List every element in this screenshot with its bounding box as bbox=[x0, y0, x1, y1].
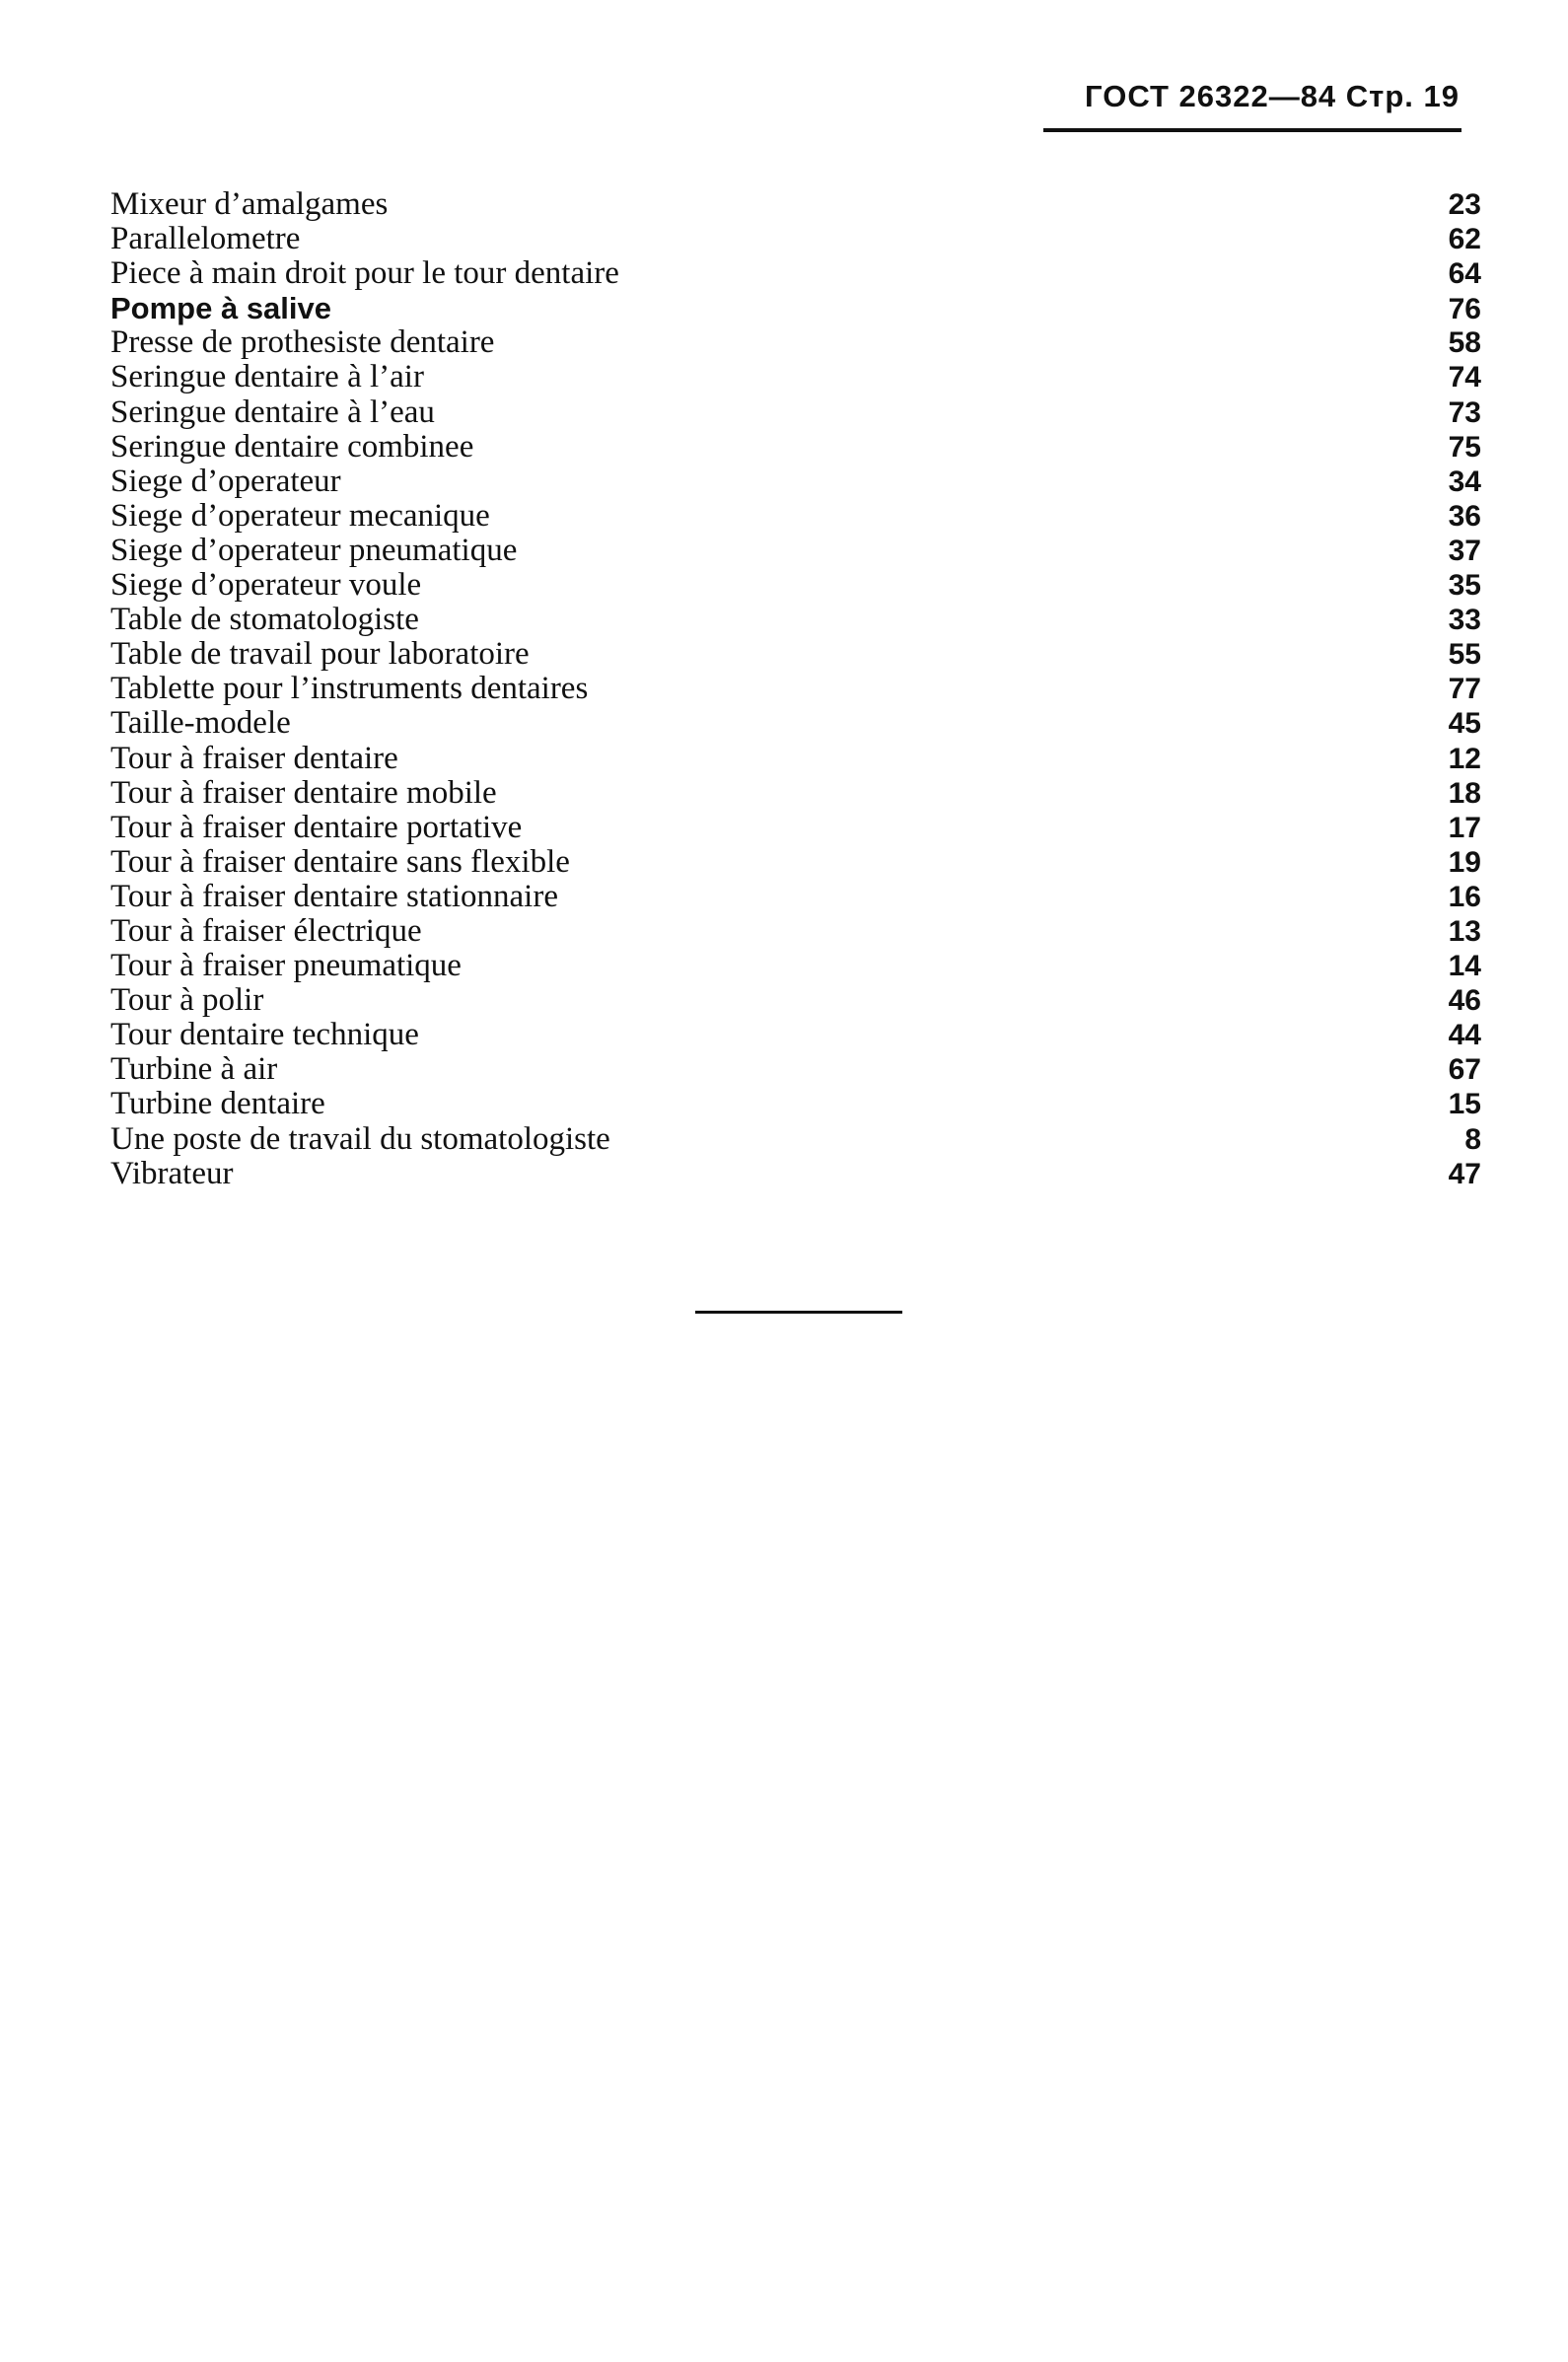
index-entry bbox=[110, 256, 1481, 291]
index-page-number: 74 bbox=[1448, 361, 1481, 394]
index-page-number: 19 bbox=[1448, 845, 1481, 879]
index-entry bbox=[110, 187, 1481, 222]
index-term: Tour à fraiser dentaire bbox=[110, 740, 398, 776]
index-term: Taille-modele bbox=[110, 705, 291, 742]
index-entry bbox=[110, 360, 1481, 394]
index-entry bbox=[110, 430, 1481, 465]
index-term: Presse de prothesiste dentaire bbox=[110, 324, 495, 361]
index-term: Seringue dentaire à l’air bbox=[110, 359, 424, 395]
index-page-number: 75 bbox=[1448, 430, 1481, 464]
index-page-number: 47 bbox=[1448, 1157, 1481, 1190]
index-term: Siege d’operateur voule bbox=[110, 567, 422, 604]
index-term: Tour à fraiser dentaire portative bbox=[110, 809, 523, 845]
index-entry bbox=[110, 880, 1481, 914]
header-rule bbox=[1043, 128, 1461, 132]
index-term: Tour à fraiser dentaire sans flexible bbox=[110, 843, 570, 880]
index-page-number: 55 bbox=[1448, 638, 1481, 672]
index-entry bbox=[110, 499, 1481, 534]
index-page-number: 44 bbox=[1448, 1019, 1481, 1052]
index-page-number: 36 bbox=[1448, 499, 1481, 533]
index-page-number: 18 bbox=[1448, 776, 1481, 810]
index-term: Siege d’operateur bbox=[110, 463, 341, 499]
index-term: Pompe à salive bbox=[110, 291, 332, 326]
index-entry bbox=[110, 672, 1481, 706]
index-entry bbox=[110, 534, 1481, 568]
index-term: Turbine dentaire bbox=[110, 1086, 325, 1122]
index-entry bbox=[110, 568, 1481, 603]
index-entry bbox=[110, 1087, 1481, 1121]
index-page-number: 64 bbox=[1448, 257, 1481, 291]
index-page-number: 58 bbox=[1448, 326, 1481, 360]
index-page-number: 13 bbox=[1448, 914, 1481, 948]
page-header: ГОСТ 26322—84 Стр. 19 bbox=[1085, 79, 1460, 113]
index-term: Tour à fraiser pneumatique bbox=[110, 948, 462, 984]
index-term: Siege d’operateur mecanique bbox=[110, 497, 490, 534]
index-page-number: 8 bbox=[1464, 1122, 1481, 1156]
index-page-number: 16 bbox=[1448, 880, 1481, 913]
index-entry bbox=[110, 845, 1481, 880]
index-term: Seringue dentaire à l’eau bbox=[110, 394, 435, 430]
index-page-number: 45 bbox=[1448, 707, 1481, 741]
index-term: Vibrateur bbox=[110, 1155, 234, 1191]
index-page-number: 46 bbox=[1448, 984, 1481, 1018]
index-page-number: 37 bbox=[1448, 534, 1481, 567]
index-entry bbox=[110, 291, 1481, 325]
index-term: Parallelometre bbox=[110, 221, 301, 257]
index-entry bbox=[110, 706, 1481, 741]
index-term: Table de travail pour laboratoire bbox=[110, 636, 530, 673]
index-entry bbox=[110, 949, 1481, 983]
index-page-number: 62 bbox=[1448, 223, 1481, 256]
index-entry bbox=[110, 742, 1481, 776]
index-term: Seringue dentaire combinee bbox=[110, 428, 474, 465]
index-page-number: 34 bbox=[1448, 465, 1481, 498]
index-term: Mixeur d’amalgames bbox=[110, 186, 389, 222]
index-entry bbox=[110, 1157, 1481, 1191]
index-page-number: 17 bbox=[1448, 811, 1481, 844]
index-term: Table de stomatologiste bbox=[110, 602, 419, 638]
index-page-number: 33 bbox=[1448, 604, 1481, 637]
index-entry bbox=[110, 603, 1481, 637]
index-page-number: 14 bbox=[1448, 950, 1481, 983]
alphabetical-index bbox=[110, 187, 1481, 1191]
index-term: Tour dentaire technique bbox=[110, 1017, 419, 1053]
index-term: Tour à fraiser dentaire stationnaire bbox=[110, 878, 558, 914]
index-entry bbox=[110, 811, 1481, 845]
index-page-number: 15 bbox=[1448, 1088, 1481, 1121]
index-page-number: 73 bbox=[1448, 395, 1481, 429]
index-term: Tour à polir bbox=[110, 982, 264, 1019]
index-entry bbox=[110, 465, 1481, 499]
index-entry bbox=[110, 395, 1481, 430]
index-entry bbox=[110, 222, 1481, 256]
index-page-number: 67 bbox=[1448, 1053, 1481, 1087]
index-entry bbox=[110, 637, 1481, 672]
index-term: Tablette pour l’instruments dentaires bbox=[110, 671, 589, 707]
index-term: Tour à fraiser dentaire mobile bbox=[110, 774, 497, 811]
end-rule bbox=[695, 1311, 902, 1314]
index-term: Piece à main droit pour le tour dentaire bbox=[110, 255, 619, 292]
index-term: Une poste de travail du stomatologiste bbox=[110, 1120, 610, 1157]
index-term: Turbine à air bbox=[110, 1051, 278, 1088]
index-entry bbox=[110, 983, 1481, 1018]
index-entry bbox=[110, 776, 1481, 811]
index-page-number: 77 bbox=[1448, 673, 1481, 706]
index-page-number: 35 bbox=[1448, 569, 1481, 603]
index-page-number: 12 bbox=[1448, 742, 1481, 775]
index-entry bbox=[110, 1122, 1481, 1157]
index-entry bbox=[110, 1052, 1481, 1087]
index-page-number: 76 bbox=[1448, 293, 1481, 326]
index-entry bbox=[110, 325, 1481, 360]
index-term: Tour à fraiser électrique bbox=[110, 912, 422, 949]
index-page-number: 23 bbox=[1448, 188, 1481, 221]
index-term: Siege d’operateur pneumatique bbox=[110, 532, 518, 568]
index-entry bbox=[110, 914, 1481, 949]
index-entry bbox=[110, 1018, 1481, 1052]
